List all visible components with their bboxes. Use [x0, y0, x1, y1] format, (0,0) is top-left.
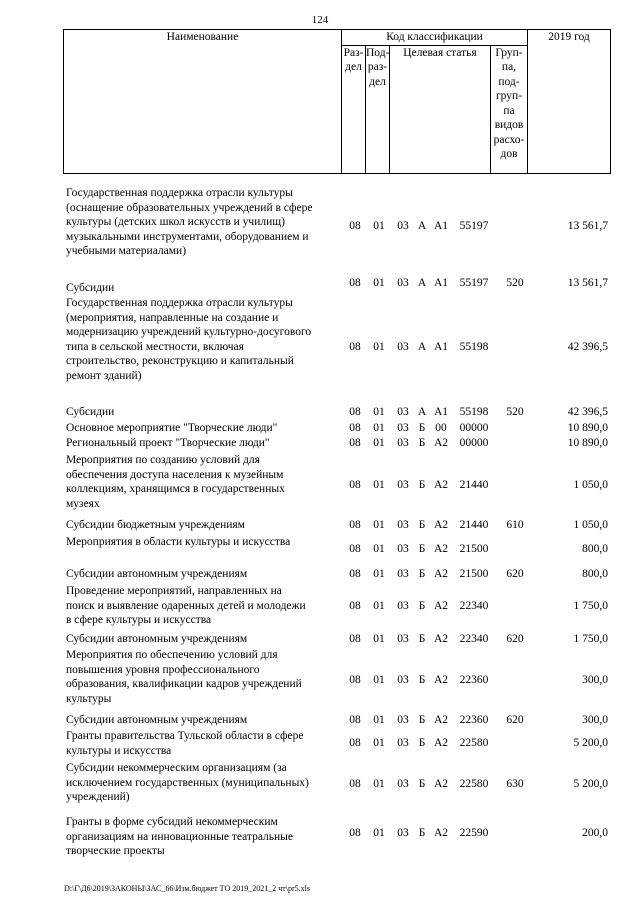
razdel-cell: 08: [349, 737, 361, 749]
row-name-line: творческие проекты: [66, 845, 165, 858]
expense-group-cell: 520: [506, 277, 524, 289]
podrazdel-cell: 01: [373, 543, 385, 555]
header-razdel: Раз- дел: [342, 45, 366, 173]
podrazdel-cell: 01: [373, 519, 385, 531]
row-name-line: модернизацию учреждений культурно-досугового: [66, 326, 312, 339]
header-year: 2019 год: [528, 30, 611, 174]
program-cell: 03: [397, 277, 409, 289]
subprogram-cell: Б: [418, 674, 426, 686]
row-name: [66, 296, 344, 384]
subprogram-cell: Б: [418, 437, 426, 449]
target-code-cell: 55197: [459, 220, 489, 232]
row-name: [66, 535, 344, 550]
subprogram-cell: Б: [418, 422, 426, 434]
row-name: [66, 421, 344, 436]
row-name-line: Субсидии: [66, 282, 115, 294]
row-name: [66, 729, 344, 758]
direction-cell: А1: [433, 277, 449, 289]
podrazdel-cell: 01: [373, 633, 385, 645]
amount-cell: 5 200,0: [573, 737, 608, 749]
program-cell: 03: [397, 737, 409, 749]
podrazdel-cell: 01: [373, 277, 385, 289]
row-name-line: ремонт зданий): [66, 369, 142, 382]
direction-cell: А2: [433, 437, 449, 449]
podrazdel-cell: 01: [373, 437, 385, 449]
header-group: Груп- па, под- груп- па видов расхо- дов: [491, 45, 528, 173]
header-target: Целевая статья: [390, 45, 491, 173]
row-name-line: повышения уровня профессионального: [66, 663, 260, 676]
row-name-line: Гранты правительства Тульской области в сфере: [66, 730, 304, 742]
row-name: [66, 281, 344, 296]
direction-cell: А2: [433, 737, 449, 749]
direction-cell: А1: [433, 406, 449, 418]
target-code-cell: 22340: [459, 633, 489, 645]
row-name-line: Основное мероприятие "Творческие люди": [66, 422, 278, 434]
direction-cell: А2: [433, 568, 449, 580]
page-number: 124: [311, 14, 329, 26]
razdel-cell: 08: [349, 422, 361, 434]
subprogram-cell: Б: [418, 568, 426, 580]
target-code-cell: 22360: [459, 714, 489, 726]
row-name-line: Субсидии некоммерческим организациям (за: [66, 762, 287, 774]
razdel-cell: 08: [349, 714, 361, 726]
row-name-line: культуры: [66, 692, 112, 705]
podrazdel-cell: 01: [373, 827, 385, 839]
razdel-cell: 08: [349, 519, 361, 531]
subprogram-cell: А: [417, 341, 427, 353]
target-code-cell: 00000: [459, 422, 489, 434]
header-code-group: Код классификации: [342, 30, 528, 46]
amount-cell: 800,0: [582, 543, 608, 555]
direction-cell: А2: [433, 543, 449, 555]
subprogram-cell: Б: [418, 543, 426, 555]
row-name-line: строительство, реконструкцию и капитальный: [66, 355, 294, 368]
razdel-cell: 08: [349, 220, 361, 232]
amount-cell: 300,0: [582, 674, 608, 686]
row-name-line: Субсидии автономным учреждениям: [66, 568, 248, 580]
row-name-line: Мероприятия по обеспечению условий для: [66, 649, 278, 661]
row-name-line: обеспечения доступа населения к музейным: [66, 468, 284, 481]
program-cell: 03: [397, 543, 409, 555]
program-cell: 03: [397, 778, 409, 790]
subprogram-cell: А: [417, 406, 427, 418]
expense-group-cell: 520: [506, 406, 524, 418]
subprogram-cell: А: [417, 220, 427, 232]
row-name: [66, 761, 344, 805]
row-name-line: культуры (детских школ искусств и училищ): [66, 216, 285, 229]
row-name-line: Субсидии автономным учреждениям: [66, 714, 248, 726]
program-cell: 03: [397, 479, 409, 491]
row-name: [66, 713, 344, 728]
program-cell: 03: [397, 220, 409, 232]
amount-cell: 10 890,0: [567, 422, 608, 434]
subprogram-cell: А: [417, 277, 427, 289]
razdel-cell: 08: [349, 341, 361, 353]
row-name: [66, 815, 344, 859]
program-cell: 03: [397, 714, 409, 726]
target-code-cell: 22580: [459, 737, 489, 749]
target-code-cell: 21440: [459, 479, 489, 491]
amount-cell: 800,0: [582, 568, 608, 580]
row-name-line: музеях: [66, 497, 100, 510]
razdel-cell: 08: [349, 568, 361, 580]
direction-cell: А1: [433, 341, 449, 353]
expense-group-cell: 610: [506, 519, 524, 531]
subprogram-cell: Б: [418, 600, 426, 612]
amount-cell: 200,0: [582, 827, 608, 839]
razdel-cell: 08: [349, 674, 361, 686]
row-name-line: учреждений): [66, 791, 130, 804]
row-name-line: Региональный проект "Творческие люди": [66, 437, 270, 449]
target-code-cell: 22340: [459, 600, 489, 612]
file-path-footer: D:\Г\Д6\2019\ЗАКОНЫ\ЗАС_66\Изм.бюджет ТО 2019_2021_2 чт\pr5.xls: [64, 884, 310, 893]
program-cell: 03: [397, 568, 409, 580]
row-name-line: организациям на инновационные театральные: [66, 830, 293, 843]
podrazdel-cell: 01: [373, 422, 385, 434]
row-name-line: Субсидии бюджетным учреждениям: [66, 519, 245, 531]
podrazdel-cell: 01: [373, 737, 385, 749]
expense-group-cell: 620: [506, 714, 524, 726]
row-name-line: Гранты в форме субсидий некоммерческим: [66, 816, 278, 828]
row-name: [66, 405, 344, 420]
podrazdel-cell: 01: [373, 220, 385, 232]
amount-cell: 1 750,0: [573, 600, 608, 612]
row-name-line: исключением государственных (муниципальных): [66, 776, 309, 789]
amount-cell: 300,0: [582, 714, 608, 726]
amount-cell: 5 200,0: [573, 778, 608, 790]
amount-cell: 10 890,0: [567, 437, 608, 449]
target-code-cell: 22360: [459, 674, 489, 686]
amount-cell: 1 050,0: [573, 479, 608, 491]
row-name-line: Государственная поддержка отрасли культуры: [66, 187, 293, 199]
row-name: [66, 584, 344, 628]
amount-cell: 13 561,7: [567, 220, 608, 232]
program-cell: 03: [397, 341, 409, 353]
direction-cell: А2: [433, 714, 449, 726]
program-cell: 03: [397, 674, 409, 686]
podrazdel-cell: 01: [373, 568, 385, 580]
direction-cell: А2: [433, 778, 449, 790]
razdel-cell: 08: [349, 437, 361, 449]
header-podrazdel: Под- раз- дел: [366, 45, 390, 173]
program-cell: 03: [397, 406, 409, 418]
amount-cell: 1 750,0: [573, 633, 608, 645]
row-name-line: коллекциям, хранящимся в государственных: [66, 483, 285, 496]
direction-cell: А2: [433, 479, 449, 491]
target-code-cell: 22590: [459, 827, 489, 839]
row-name-line: учебными материалами): [66, 245, 187, 258]
row-name-line: музыкальными инструментами, оборудованием и: [66, 230, 309, 243]
target-code-cell: 55197: [459, 277, 489, 289]
row-name: [66, 436, 344, 451]
subprogram-cell: Б: [418, 633, 426, 645]
razdel-cell: 08: [349, 406, 361, 418]
amount-cell: 42 396,5: [567, 341, 608, 353]
program-cell: 03: [397, 437, 409, 449]
direction-cell: А2: [433, 674, 449, 686]
row-name-line: Субсидии автономным учреждениям: [66, 633, 248, 645]
program-cell: 03: [397, 827, 409, 839]
row-name: [66, 567, 344, 582]
subprogram-cell: Б: [418, 714, 426, 726]
podrazdel-cell: 01: [373, 600, 385, 612]
direction-cell: А2: [433, 827, 449, 839]
row-name-line: Мероприятия по созданию условий для: [66, 454, 260, 466]
program-cell: 03: [397, 519, 409, 531]
row-name-line: Мероприятия в области культуры и искусства: [66, 536, 291, 548]
program-cell: 03: [397, 600, 409, 612]
row-name-line: типа в сельской местности, включая: [66, 340, 244, 353]
razdel-cell: 08: [349, 633, 361, 645]
podrazdel-cell: 01: [373, 479, 385, 491]
podrazdel-cell: 01: [373, 341, 385, 353]
subprogram-cell: Б: [418, 519, 426, 531]
row-name: [66, 453, 344, 511]
target-code-cell: 22580: [459, 778, 489, 790]
row-name-line: культуры и искусства: [66, 744, 172, 757]
razdel-cell: 08: [349, 600, 361, 612]
expense-group-cell: 620: [506, 633, 524, 645]
row-name-line: в сфере культуры и искусства: [66, 614, 212, 627]
row-name-line: Субсидии: [66, 406, 115, 418]
target-code-cell: 21500: [459, 543, 489, 555]
subprogram-cell: Б: [418, 778, 426, 790]
row-name-line: Проведение мероприятий, направленных на: [66, 585, 282, 597]
razdel-cell: 08: [349, 277, 361, 289]
razdel-cell: 08: [349, 827, 361, 839]
row-name-line: (оснащение образовательных учреждений в сфере: [66, 201, 313, 214]
podrazdel-cell: 01: [373, 674, 385, 686]
direction-cell: А1: [433, 220, 449, 232]
razdel-cell: 08: [349, 479, 361, 491]
table-header: [63, 29, 611, 174]
row-name: [66, 632, 344, 647]
target-code-cell: 55198: [459, 341, 489, 353]
target-code-cell: 21500: [459, 568, 489, 580]
direction-cell: 00: [435, 422, 447, 434]
row-name: [66, 186, 344, 259]
row-name: [66, 648, 344, 706]
direction-cell: А2: [433, 519, 449, 531]
amount-cell: 13 561,7: [567, 277, 608, 289]
row-name-line: (мероприятия, направленные на создание и: [66, 311, 279, 324]
program-cell: 03: [397, 633, 409, 645]
podrazdel-cell: 01: [373, 778, 385, 790]
program-cell: 03: [397, 422, 409, 434]
target-code-cell: 21440: [459, 519, 489, 531]
subprogram-cell: Б: [418, 737, 426, 749]
direction-cell: А2: [433, 600, 449, 612]
row-name-line: образования, квалификации кадров учреждений: [66, 678, 302, 691]
target-code-cell: 00000: [459, 437, 489, 449]
row-name-line: Государственная поддержка отрасли культуры: [66, 297, 293, 309]
subprogram-cell: Б: [418, 479, 426, 491]
target-code-cell: 55198: [459, 406, 489, 418]
direction-cell: А2: [433, 633, 449, 645]
razdel-cell: 08: [349, 543, 361, 555]
expense-group-cell: 630: [506, 778, 524, 790]
row-name-line: поиск и выявление одаренных детей и молодежи: [66, 599, 306, 612]
expense-group-cell: 620: [506, 568, 524, 580]
subprogram-cell: Б: [418, 827, 426, 839]
amount-cell: 1 050,0: [573, 519, 608, 531]
row-name: [66, 518, 344, 533]
amount-cell: 42 396,5: [567, 406, 608, 418]
podrazdel-cell: 01: [373, 406, 385, 418]
header-name: Наименование: [64, 30, 342, 174]
podrazdel-cell: 01: [373, 714, 385, 726]
razdel-cell: 08: [349, 778, 361, 790]
